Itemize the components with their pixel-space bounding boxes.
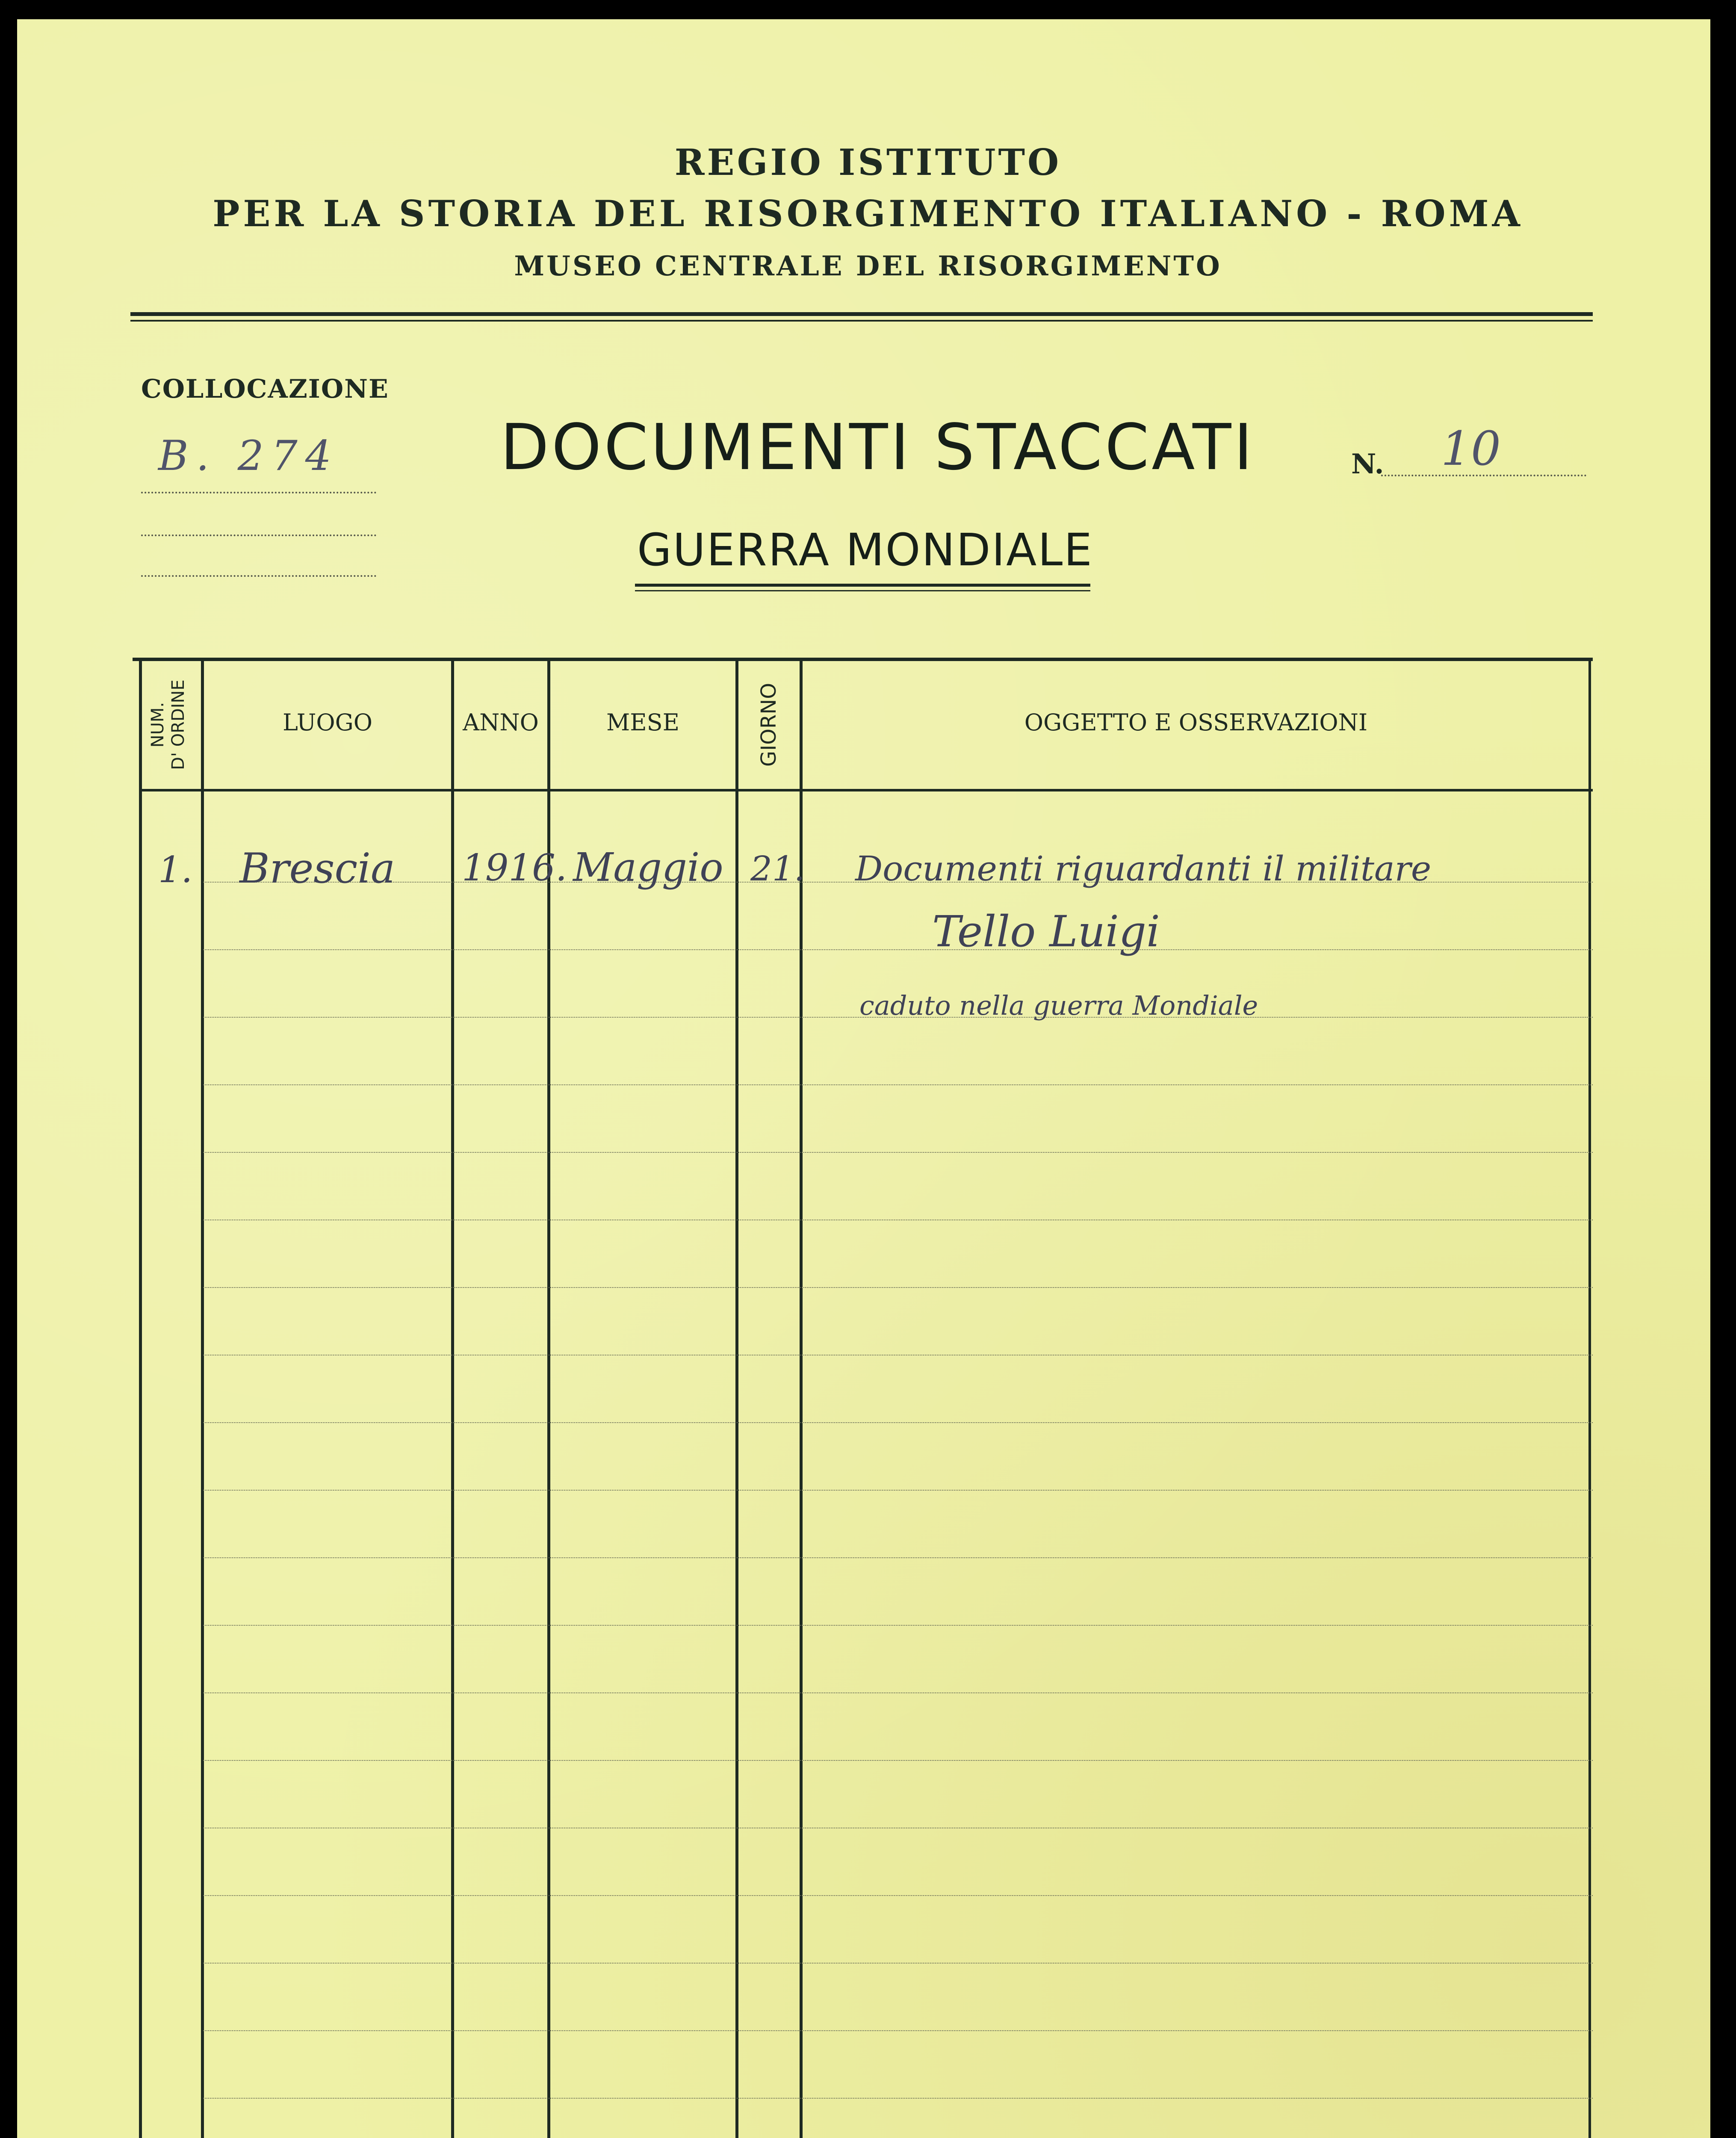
table-row-line (203, 949, 1593, 950)
collocazione-line-3 (141, 575, 376, 577)
table-row-line (203, 1422, 1593, 1423)
table-row-line (203, 1963, 1593, 1964)
table-row-line (203, 1557, 1593, 1558)
document-title: DOCUMENTI STACCATI (500, 410, 1255, 484)
col-divider-mese (735, 659, 738, 2138)
number-label: N. (1351, 448, 1384, 480)
museum-name: MUSEO CENTRALE DEL RISORGIMENTO (514, 250, 1222, 282)
subtitle-underline-thin (635, 590, 1090, 591)
table-row-line (203, 1692, 1593, 1693)
table-row-line (203, 1152, 1593, 1153)
col-header-num-ordine (148, 661, 195, 789)
table-right-border (1588, 659, 1591, 2138)
number-line (1381, 475, 1586, 476)
col-header-mese: MESE (606, 709, 680, 736)
subtitle-underline (635, 584, 1090, 587)
col-divider-luogo (451, 659, 454, 2138)
entry-giorno: 21. (750, 849, 805, 889)
table-row-line (203, 2098, 1593, 2099)
table-top-border (133, 658, 1593, 661)
entry-oggetto-line1: Documenti riguardanti il militare (855, 849, 1432, 889)
collocazione-line-2 (141, 534, 376, 536)
header-rule-thin (130, 320, 1593, 322)
entry-luogo: Brescia (239, 845, 396, 892)
entry-mese: Maggio (573, 845, 723, 890)
table-row-line (203, 1490, 1593, 1491)
header-rule-thick (130, 312, 1593, 316)
col-header-num-line2: D' ORDINE (168, 679, 188, 770)
collocazione-value: B. 274 (158, 432, 339, 480)
entry-oggetto-line3: caduto nella guerra Mondiale (859, 990, 1258, 1021)
collocazione-label: COLLOCAZIONE (141, 374, 389, 404)
table-row-line (203, 1084, 1593, 1085)
col-divider-num (201, 659, 204, 2138)
col-header-num-line1: NUM. (148, 702, 168, 748)
document-sheet (17, 19, 1710, 2138)
entry-anno: 1916. (462, 847, 567, 889)
col-header-oggetto: OGGETTO E OSSERVAZIONI (1024, 709, 1368, 736)
table-row-line (203, 1625, 1593, 1626)
entry-oggetto-line2: Tello Luigi (932, 907, 1160, 957)
number-value: 10 (1441, 421, 1501, 476)
entry-num: 1. (158, 849, 193, 891)
table-row-line (203, 2030, 1593, 2031)
table-left-border (139, 659, 142, 2138)
col-header-luogo: LUOGO (282, 709, 373, 736)
table-row-line (203, 1287, 1593, 1288)
table-row-line (203, 1760, 1593, 1761)
document-subtitle: GUERRA MONDIALE (637, 524, 1093, 576)
institute-subtitle: PER LA STORIA DEL RISORGIMENTO ITALIANO - ROMA (213, 192, 1523, 235)
col-header-anno: ANNO (463, 709, 539, 736)
institute-title: REGIO ISTITUTO (674, 141, 1062, 183)
table-row-line (203, 1895, 1593, 1896)
col-header-giorno: GIORNO (757, 682, 781, 767)
collocazione-line-1 (141, 492, 376, 493)
table-header-bottom-border (141, 789, 1593, 791)
